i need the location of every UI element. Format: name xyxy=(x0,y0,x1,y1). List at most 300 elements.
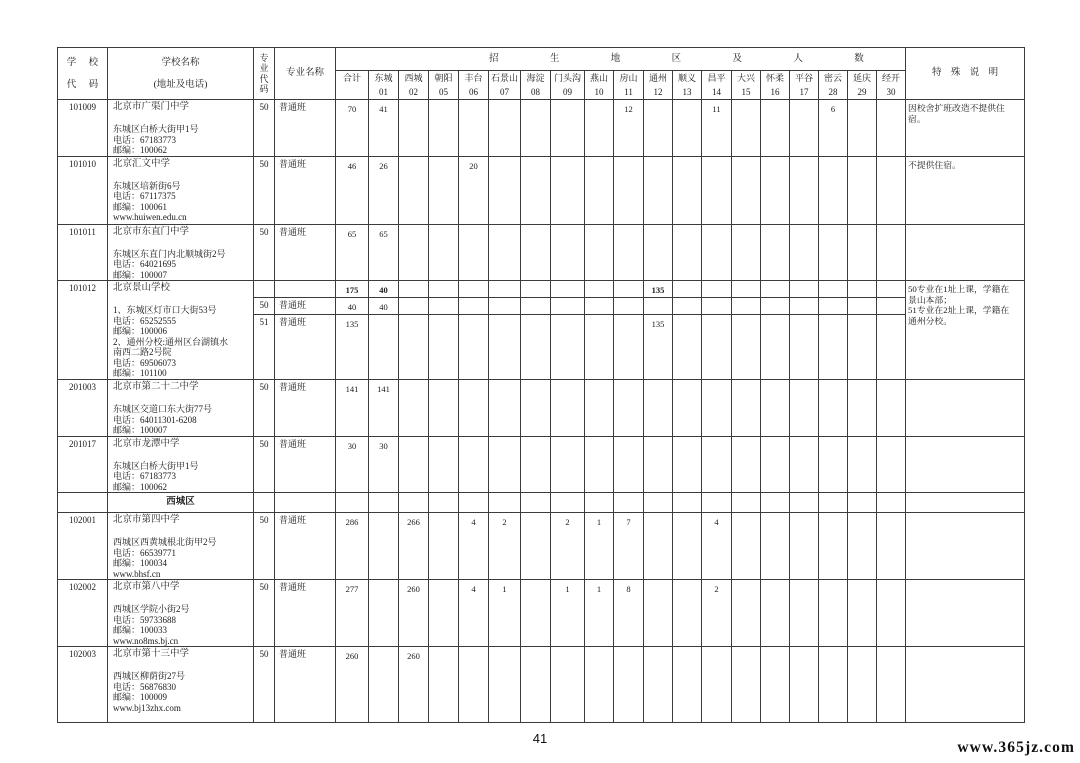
count-total: 70 xyxy=(336,100,369,157)
count-district-29 xyxy=(848,380,877,437)
count-district-14: 4 xyxy=(702,513,732,580)
count-district-07 xyxy=(489,298,521,315)
count-district-08 xyxy=(521,580,551,647)
school-code: 102002 xyxy=(69,582,96,592)
school-address xyxy=(113,537,251,579)
district-code: 01 xyxy=(379,86,388,97)
district-code: 11 xyxy=(624,86,633,97)
count-district-01 xyxy=(369,580,399,647)
section-cell xyxy=(108,493,254,513)
count-district-08 xyxy=(521,436,551,493)
count-district-10 xyxy=(585,315,614,380)
count-district-10 xyxy=(585,380,614,437)
section-label: 西城区 xyxy=(166,497,195,508)
count-district-07 xyxy=(489,100,521,157)
count-district-11 xyxy=(614,493,644,513)
table-header xyxy=(58,48,1025,100)
enrollment-table xyxy=(57,47,1025,723)
count-district-02: 260 xyxy=(399,580,429,647)
district-name: 朝阳 xyxy=(434,73,453,83)
address-line: 电话：59733688 xyxy=(113,614,177,625)
school-info-cell xyxy=(108,281,254,380)
count-district-11 xyxy=(614,315,644,380)
count-district-17 xyxy=(790,281,819,298)
count-district-08 xyxy=(521,156,551,224)
header-notes: 特 殊 说 明 xyxy=(906,48,1025,100)
program-code-cell xyxy=(254,100,275,157)
district-code: 07 xyxy=(500,86,509,97)
school-code-cell xyxy=(58,156,108,224)
district-code: 29 xyxy=(857,86,867,97)
count-district-08 xyxy=(521,315,551,380)
count-district-29 xyxy=(848,224,877,281)
district-header-29 xyxy=(848,71,877,100)
address-line: 西城区柳荫街27号 xyxy=(113,671,186,681)
count-district-11 xyxy=(614,156,644,224)
address-line: 邮编：100062 xyxy=(113,145,168,155)
count-district-15 xyxy=(732,281,761,298)
count-district-14 xyxy=(702,647,732,723)
count-district-14 xyxy=(702,315,732,380)
district-header-28 xyxy=(819,71,848,100)
count-district-15 xyxy=(732,224,761,281)
count-district-14 xyxy=(702,156,732,224)
count-district-12 xyxy=(644,436,673,493)
district-name: 通州 xyxy=(648,73,667,83)
count-total: 40 xyxy=(336,298,369,315)
count-district-17 xyxy=(790,493,819,513)
count-total: 141 xyxy=(336,380,369,437)
address-line: 东城区东直门内北顺城街2号 xyxy=(113,248,226,259)
address-line: 东城区交道口东大街77号 xyxy=(113,404,213,414)
count-total xyxy=(336,493,369,513)
count-district-13 xyxy=(673,224,702,281)
count-district-11 xyxy=(614,298,644,315)
header-row-1 xyxy=(58,48,1025,71)
count-district-29 xyxy=(848,513,877,580)
school-name: 北京市第二十二中学 xyxy=(113,382,199,392)
program-code-cell xyxy=(254,298,275,315)
program-code: 50 xyxy=(259,582,269,592)
program-code-cell xyxy=(254,436,275,493)
count-district-01: 141 xyxy=(369,380,399,437)
count-district-10 xyxy=(585,493,614,513)
program-code-cell xyxy=(254,493,275,513)
school-code-cell xyxy=(58,493,108,513)
district-code: 10 xyxy=(594,86,604,97)
count-district-01 xyxy=(369,647,399,723)
address-line: 东城区白桥大街甲1号 xyxy=(113,460,199,471)
count-district-10 xyxy=(585,298,614,315)
count-district-17 xyxy=(790,224,819,281)
school-subtotal-row xyxy=(58,281,1025,298)
count-district-29 xyxy=(848,100,877,157)
count-district-14: 11 xyxy=(702,100,732,157)
count-district-30 xyxy=(877,513,906,580)
count-district-30 xyxy=(877,436,906,493)
count-district-12 xyxy=(644,100,673,157)
count-district-17 xyxy=(790,298,819,315)
program-name: 普通班 xyxy=(279,515,307,525)
note-cell xyxy=(906,281,1025,380)
program-name: 普通班 xyxy=(279,582,307,592)
header-program-name: 专业名称 xyxy=(275,48,336,100)
program-name-cell xyxy=(275,436,336,493)
count-district-16 xyxy=(761,647,790,723)
district-header-13 xyxy=(673,71,702,100)
count-district-30 xyxy=(877,298,906,315)
school-code: 201017 xyxy=(69,438,96,449)
count-district-08 xyxy=(521,100,551,157)
count-district-17 xyxy=(790,513,819,580)
count-district-13 xyxy=(673,100,702,157)
program-name: 普通班 xyxy=(279,438,307,449)
school-address xyxy=(113,124,251,156)
count-district-28 xyxy=(819,281,848,298)
district-header-05 xyxy=(429,71,459,100)
count-district-09 xyxy=(551,493,585,513)
school-row xyxy=(58,436,1025,493)
count-district-16 xyxy=(761,100,790,157)
count-district-10 xyxy=(585,156,614,224)
count-district-30 xyxy=(877,580,906,647)
header-school-name-line-2: (地址及电话) xyxy=(153,79,208,90)
count-district-09 xyxy=(551,298,585,315)
program-code-cell xyxy=(254,513,275,580)
count-district-06: 4 xyxy=(459,580,489,647)
address-line: 邮编：100033 xyxy=(113,625,168,635)
count-district-01: 65 xyxy=(369,224,399,281)
count-district-13 xyxy=(673,315,702,380)
district-header-12 xyxy=(644,71,673,100)
district-code: 17 xyxy=(799,86,809,97)
count-district-09 xyxy=(551,647,585,723)
count-district-09 xyxy=(551,315,585,380)
school-code-cell xyxy=(58,580,108,647)
note-line: 不提供住宿。 xyxy=(908,159,961,170)
address-line: www.huiwen.edu.cn xyxy=(113,212,187,222)
header-enroll-title: 招 生 地 区 及 人 数 xyxy=(336,48,906,71)
count-district-06 xyxy=(459,100,489,157)
note-cell xyxy=(906,380,1025,437)
school-info-cell xyxy=(108,513,254,580)
count-district-30 xyxy=(877,100,906,157)
count-district-12: 135 xyxy=(644,281,673,298)
count-district-06 xyxy=(459,436,489,493)
count-district-05 xyxy=(429,580,459,647)
count-district-16 xyxy=(761,436,790,493)
count-district-17 xyxy=(790,380,819,437)
count-district-12 xyxy=(644,380,673,437)
count-district-11: 8 xyxy=(614,580,644,647)
program-code-cell xyxy=(254,580,275,647)
school-address xyxy=(113,671,251,713)
note-cell xyxy=(906,224,1025,281)
count-district-02 xyxy=(399,100,429,157)
program-name: 普通班 xyxy=(279,300,307,310)
program-name-cell xyxy=(275,100,336,157)
count-district-10 xyxy=(585,281,614,298)
count-district-28 xyxy=(819,647,848,723)
program-code: 50 xyxy=(259,515,269,525)
program-name: 普通班 xyxy=(279,382,307,392)
count-district-07 xyxy=(489,156,521,224)
count-total: 30 xyxy=(336,436,369,493)
count-district-09: 2 xyxy=(551,513,585,580)
count-district-14 xyxy=(702,380,732,437)
count-district-10 xyxy=(585,100,614,157)
note-cell xyxy=(906,580,1025,647)
district-header-30 xyxy=(877,71,906,100)
count-district-09 xyxy=(551,380,585,437)
count-district-16 xyxy=(761,513,790,580)
count-district-14 xyxy=(702,224,732,281)
count-district-01 xyxy=(369,493,399,513)
program-code-cell xyxy=(254,281,275,298)
school-name: 北京市广渠门中学 xyxy=(113,102,190,112)
count-district-29 xyxy=(848,580,877,647)
district-code: 16 xyxy=(770,86,780,97)
school-info-cell xyxy=(108,100,254,157)
count-district-02: 260 xyxy=(399,647,429,723)
note-line: 因校舍扩班改造不提供住 xyxy=(908,103,1005,113)
program-name-cell xyxy=(275,380,336,437)
school-name: 北京市第十三中学 xyxy=(113,649,190,659)
note-cell xyxy=(906,156,1025,224)
count-district-10 xyxy=(585,647,614,723)
address-line: www.bhsf.cn xyxy=(113,568,161,579)
count-district-07: 1 xyxy=(489,580,521,647)
count-district-06 xyxy=(459,298,489,315)
count-district-08 xyxy=(521,298,551,315)
district-header-14 xyxy=(702,71,732,100)
address-line: 1、东城区灯市口大街53号 xyxy=(113,305,217,315)
school-code-cell xyxy=(58,100,108,157)
count-district-15 xyxy=(732,436,761,493)
count-district-12 xyxy=(644,493,673,513)
school-name: 北京汇文中学 xyxy=(113,158,171,169)
count-district-28 xyxy=(819,436,848,493)
count-district-29 xyxy=(848,493,877,513)
school-info-cell xyxy=(108,156,254,224)
count-district-06 xyxy=(459,315,489,380)
count-district-12 xyxy=(644,224,673,281)
note-line: 宿。 xyxy=(908,113,926,124)
district-header-15 xyxy=(732,71,761,100)
district-name: 石景山 xyxy=(490,73,518,83)
count-district-09 xyxy=(551,100,585,157)
program-code: 50 xyxy=(259,226,269,237)
school-code-cell xyxy=(58,380,108,437)
district-name: 门头沟 xyxy=(553,73,581,83)
address-line: 邮编：100006 xyxy=(113,326,168,336)
count-district-16 xyxy=(761,224,790,281)
count-district-17 xyxy=(790,647,819,723)
count-district-05 xyxy=(429,513,459,580)
district-code: 02 xyxy=(409,86,418,97)
district-name: 平谷 xyxy=(794,73,813,83)
school-code: 101012 xyxy=(69,283,96,293)
count-district-05 xyxy=(429,224,459,281)
count-district-13 xyxy=(673,493,702,513)
program-code-cell xyxy=(254,224,275,281)
count-district-07 xyxy=(489,647,521,723)
count-district-10 xyxy=(585,436,614,493)
school-name: 北京市第八中学 xyxy=(113,582,180,592)
district-code: 13 xyxy=(682,86,692,97)
district-name: 大兴 xyxy=(736,73,755,83)
count-district-13 xyxy=(673,436,702,493)
district-name: 西城 xyxy=(404,73,423,83)
count-district-29 xyxy=(848,281,877,298)
count-district-29 xyxy=(848,298,877,315)
count-district-13 xyxy=(673,156,702,224)
count-district-05 xyxy=(429,436,459,493)
school-code-cell xyxy=(58,281,108,380)
address-line: 电话：67183773 xyxy=(113,134,177,145)
count-district-14 xyxy=(702,436,732,493)
count-district-01: 30 xyxy=(369,436,399,493)
school-info-cell xyxy=(108,380,254,437)
count-district-15 xyxy=(732,156,761,224)
count-district-16 xyxy=(761,315,790,380)
count-district-07 xyxy=(489,436,521,493)
count-district-17 xyxy=(790,156,819,224)
program-name: 普通班 xyxy=(279,226,307,237)
school-code-cell xyxy=(58,647,108,723)
district-header-06 xyxy=(459,71,489,100)
count-district-06 xyxy=(459,224,489,281)
count-district-12 xyxy=(644,580,673,647)
school-info-cell xyxy=(108,224,254,281)
program-name: 普通班 xyxy=(279,649,307,659)
school-address xyxy=(113,404,251,436)
count-district-16 xyxy=(761,156,790,224)
address-line: 南西二路2号院 xyxy=(113,347,172,357)
district-name: 顺义 xyxy=(677,73,696,83)
district-name: 延庆 xyxy=(852,73,871,83)
program-name-cell xyxy=(275,281,336,298)
count-district-08 xyxy=(521,647,551,723)
district-name: 怀柔 xyxy=(765,73,784,83)
count-district-06: 4 xyxy=(459,513,489,580)
program-name-cell xyxy=(275,580,336,647)
count-district-13 xyxy=(673,580,702,647)
count-district-30 xyxy=(877,493,906,513)
count-district-06: 20 xyxy=(459,156,489,224)
count-district-05 xyxy=(429,100,459,157)
count-district-28: 6 xyxy=(819,100,848,157)
address-line: 电话：64011301-6208 xyxy=(113,414,197,425)
count-district-14: 2 xyxy=(702,580,732,647)
header-program-code-text: 专业代码 xyxy=(259,52,269,94)
district-name: 海淀 xyxy=(526,73,545,83)
count-district-15 xyxy=(732,298,761,315)
note-cell xyxy=(906,493,1025,513)
school-code-cell xyxy=(58,436,108,493)
count-total: 175 xyxy=(336,281,369,298)
school-row xyxy=(58,580,1025,647)
count-district-02 xyxy=(399,298,429,315)
count-district-06 xyxy=(459,493,489,513)
count-district-13 xyxy=(673,647,702,723)
district-code: 14 xyxy=(712,86,721,97)
count-district-05 xyxy=(429,380,459,437)
table-body xyxy=(58,100,1025,723)
count-district-28 xyxy=(819,493,848,513)
school-code-cell xyxy=(58,513,108,580)
count-district-17 xyxy=(790,580,819,647)
count-district-07: 2 xyxy=(489,513,521,580)
count-district-11 xyxy=(614,380,644,437)
count-district-15 xyxy=(732,315,761,380)
address-line: 西城区学院小街2号 xyxy=(113,604,190,614)
count-district-10 xyxy=(585,224,614,281)
district-header-01 xyxy=(369,71,399,100)
note-cell xyxy=(906,436,1025,493)
program-name-cell xyxy=(275,513,336,580)
count-total: 286 xyxy=(336,513,369,580)
school-address xyxy=(113,181,251,223)
school-code: 201003 xyxy=(69,382,96,392)
count-district-09 xyxy=(551,436,585,493)
count-district-13 xyxy=(673,298,702,315)
program-code: 50 xyxy=(259,158,269,169)
count-district-07 xyxy=(489,380,521,437)
school-address xyxy=(113,604,251,646)
school-code-cell xyxy=(58,224,108,281)
school-name: 北京市第四中学 xyxy=(113,515,180,525)
count-district-12: 135 xyxy=(644,315,673,380)
count-district-29 xyxy=(848,647,877,723)
count-district-02 xyxy=(399,436,429,493)
school-row xyxy=(58,224,1025,281)
school-address xyxy=(113,249,251,281)
count-district-14 xyxy=(702,493,732,513)
program-code-cell xyxy=(254,647,275,723)
count-district-28 xyxy=(819,513,848,580)
district-code: 30 xyxy=(886,86,896,97)
count-district-11 xyxy=(614,436,644,493)
district-code: 05 xyxy=(439,86,448,97)
count-district-15 xyxy=(732,513,761,580)
count-district-11 xyxy=(614,647,644,723)
count-district-14 xyxy=(702,281,732,298)
program-code: 51 xyxy=(259,317,269,327)
address-line: 邮编：101100 xyxy=(113,368,167,378)
program-name-cell xyxy=(275,493,336,513)
count-district-16 xyxy=(761,580,790,647)
header-school-name xyxy=(108,48,254,100)
address-line: 电话：67117375 xyxy=(113,191,176,201)
count-district-14 xyxy=(702,298,732,315)
district-header-17 xyxy=(790,71,819,100)
count-district-11: 7 xyxy=(614,513,644,580)
address-line: 邮编：100034 xyxy=(113,558,168,568)
count-district-06 xyxy=(459,647,489,723)
address-line: 邮编：100007 xyxy=(113,425,168,435)
count-district-29 xyxy=(848,156,877,224)
address-line: 邮编：100007 xyxy=(113,269,168,280)
district-name: 经开 xyxy=(882,73,901,83)
count-district-09 xyxy=(551,156,585,224)
note-cell xyxy=(906,100,1025,157)
district-header-11 xyxy=(614,71,644,100)
count-district-08 xyxy=(521,513,551,580)
count-district-10: 1 xyxy=(585,580,614,647)
count-total: 135 xyxy=(336,315,369,380)
count-district-09: 1 xyxy=(551,580,585,647)
